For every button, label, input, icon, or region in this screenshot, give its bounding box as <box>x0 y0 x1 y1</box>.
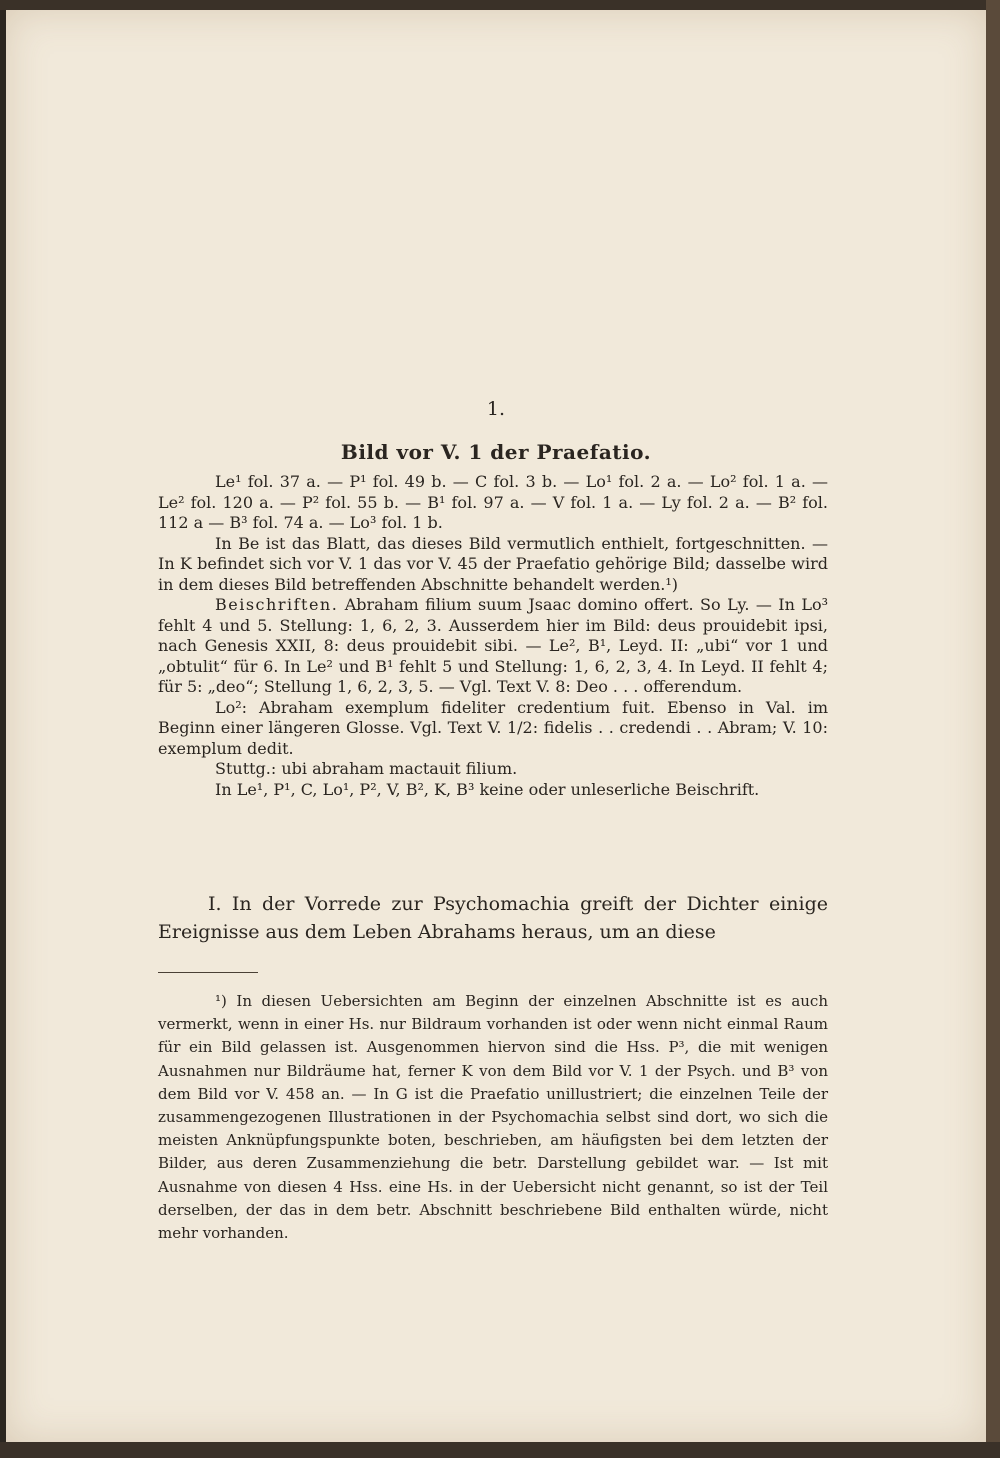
book-top-edge <box>0 0 1000 10</box>
beischriften-text: Abraham filium suum Jsaac domino offert. So Ly. — In Lo³ fehlt 4 und 5. Stellung: 1, 6, 2, 3. Ausserdem hier im Bild: deus prouidebit ipsi, nach Genesis XXII, 8: deus prouidebit sibi. — Le², B¹, Leyd. II: „ubi“ vor 1 und „obtulit“ für 6. In Le² und B¹ fehlt 5 und Stellung: 1, 6, 2, 3, 4. In Leyd. II fehlt 4; für 5: „deo“; Stellung 1, 6, 2, 3, 5. — Vgl. Text V. 8: Deo . . . offerendum. <box>158 595 828 696</box>
stuttg-note: Stuttg.: ubi abraham mactauit filium. <box>215 759 518 778</box>
section-title: Bild vor V. 1 der Praefatio. <box>340 440 652 464</box>
folio-list: Le¹ fol. 37 a. — P¹ fol. 49 b. — C fol. 3 b. — Lo¹ fol. 2 a. — Lo² fol. 1 a. — Le² fol. 120 a. — P² fol. 55 b. — B¹ fol. 97 a. — V fol. 1 a. — Ly fol. 2 a. — B² fol. 112 a — B³ fol. 74 a. — Lo³ fol. 1 b. <box>158 472 828 532</box>
book-right-edge <box>986 0 1000 1458</box>
book-page <box>6 10 986 1442</box>
main-text <box>158 890 828 946</box>
beischriften-label: Beischriften. <box>215 595 339 614</box>
no-inscription-note: In Le¹, P¹, C, Lo¹, P², V, B², K, B³ keine oder unleserliche Beischrift. <box>215 779 760 799</box>
manuscript-entries <box>158 472 828 800</box>
be-note: In Be ist das Blatt, das dieses Bild vermutlich enthielt, fortgeschnitten. — In K befindet sich vor V. 1 das vor V. 45 der Praefatio gehörige Bild; dasselbe wird in dem dieses Bild betreffenden Abschnitte behandelt werden.¹) <box>158 533 828 594</box>
section-number: 1. <box>486 398 506 420</box>
book-bottom-edge <box>0 1442 1000 1458</box>
footnote <box>158 990 828 1245</box>
lo2-note: Lo²: Abraham exemplum fideliter credentium fuit. Ebenso in Val. im Beginn einer längeren Glosse. Vgl. Text V. 1/2: fidelis . . credendi . . Abram; V. 10: exemplum dedit. <box>158 697 828 758</box>
footnote-rule <box>158 972 258 973</box>
beischriften-paragraph <box>158 595 828 698</box>
main-paragraph: I. In der Vorrede zur Psychomachia greift der Dichter einige Ereignisse aus dem Leben Abrahams heraus, um an diese <box>158 893 828 943</box>
footnote-text: ¹) In diesen Uebersichten am Beginn der einzelnen Abschnitte ist es auch vermerkt, wenn in einer Hs. nur Bildraum vorhanden ist oder wenn nicht einmal Raum für ein Bild gelassen ist. Ausgenommen hiervon sind die Hss. P³, die mit wenigen Ausnahmen nur Bildräume hat, ferner K von dem Bild vor V. 1 der Psych. und B³ von dem Bild vor V. 458 an. — In G ist die Praefatio unillustriert; die einzelnen Teile der zusammengezogenen Illustrationen in der Psychomachia selbst sind dort, wo sich die meisten Anknüpfungspunkte boten, beschrieben, am häufigsten bei dem letzten der Bilder, aus deren Zusammenziehung die betr. Darstellung gebildet war. — Ist mit Ausnahme von diesen 4 Hss. eine Hs. in der Uebersicht nicht genannt, so ist der Teil derselben, der das in dem betr. Abschnitt beschriebene Bild enthalten würde, nicht mehr vorhanden. <box>158 992 828 1243</box>
